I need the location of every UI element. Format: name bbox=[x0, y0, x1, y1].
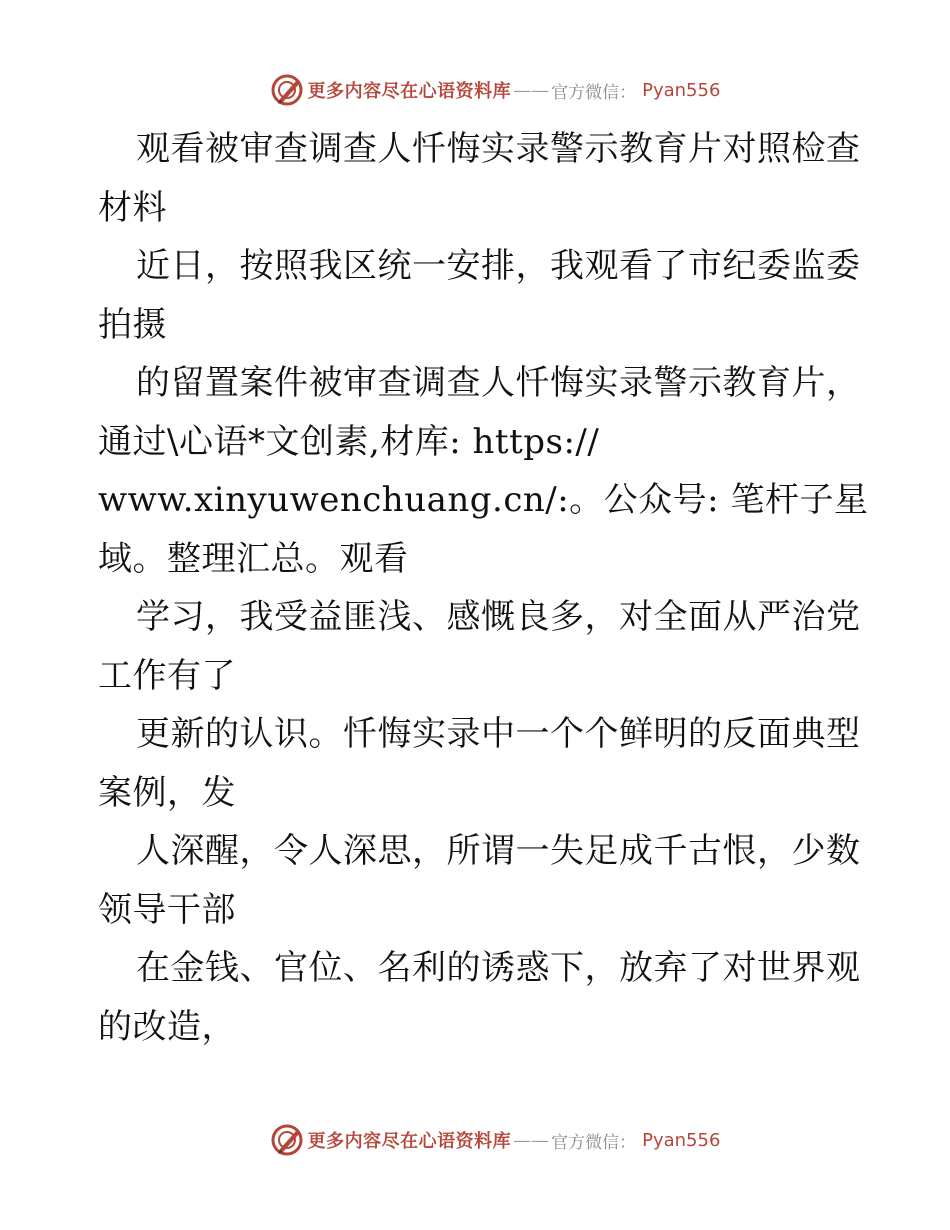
document-body bbox=[98, 120, 869, 1056]
doc-line: 拍摄 bbox=[98, 304, 167, 345]
header-dash: —— bbox=[513, 79, 550, 101]
pen-logo-icon bbox=[270, 1123, 304, 1157]
doc-line: 通过\心语*文创素,材库: https:// bbox=[98, 421, 600, 462]
doc-line: 人深醒，令人深思，所谓一失足成千古恨，少数 bbox=[136, 831, 861, 871]
doc-line: 的改造， bbox=[98, 1006, 236, 1047]
header-wechat-label: 官方微信： bbox=[551, 82, 637, 103]
doc-line: 工作有了 bbox=[98, 655, 236, 696]
doc-line: 学习，我受益匪浅、感慨良多，对全面从严治党 bbox=[136, 597, 861, 637]
footer-wechat-id: Pyan556 bbox=[642, 1129, 721, 1151]
header-site-text: 更多内容尽在心语资料库 bbox=[307, 81, 512, 102]
footer-wechat-label: 官方微信： bbox=[551, 1132, 637, 1153]
doc-line: 近日，按照我区统一安排，我观看了市纪委监委 bbox=[136, 246, 861, 286]
doc-line: 的留置案件被审查调查人忏悔实录警示教育片， bbox=[136, 363, 861, 403]
header-banner bbox=[0, 70, 950, 110]
header-wechat-id: Pyan556 bbox=[642, 79, 721, 101]
footer-dash: —— bbox=[513, 1129, 550, 1151]
header-banner-content bbox=[270, 73, 721, 107]
doc-line: www.xinyuwenchuang.cn/:。公众号: 笔杆子星 bbox=[98, 480, 869, 520]
doc-line: 更新的认识。忏悔实录中一个个鲜明的反面典型 bbox=[136, 714, 861, 754]
doc-title-line-2: 材料 bbox=[98, 187, 167, 228]
doc-line: 域。整理汇总。观看 bbox=[98, 538, 409, 579]
pen-logo-icon bbox=[270, 73, 304, 107]
footer-banner-content bbox=[270, 1123, 721, 1157]
doc-line: 案例，发 bbox=[98, 772, 236, 813]
footer-banner bbox=[0, 1120, 950, 1160]
footer-site-text: 更多内容尽在心语资料库 bbox=[307, 1131, 512, 1152]
doc-title-line-1: 观看被审查调查人忏悔实录警示教育片对照检查 bbox=[136, 129, 861, 169]
doc-line: 在金钱、官位、名利的诱惑下，放弃了对世界观 bbox=[136, 948, 861, 988]
doc-line: 领导干部 bbox=[98, 889, 236, 930]
